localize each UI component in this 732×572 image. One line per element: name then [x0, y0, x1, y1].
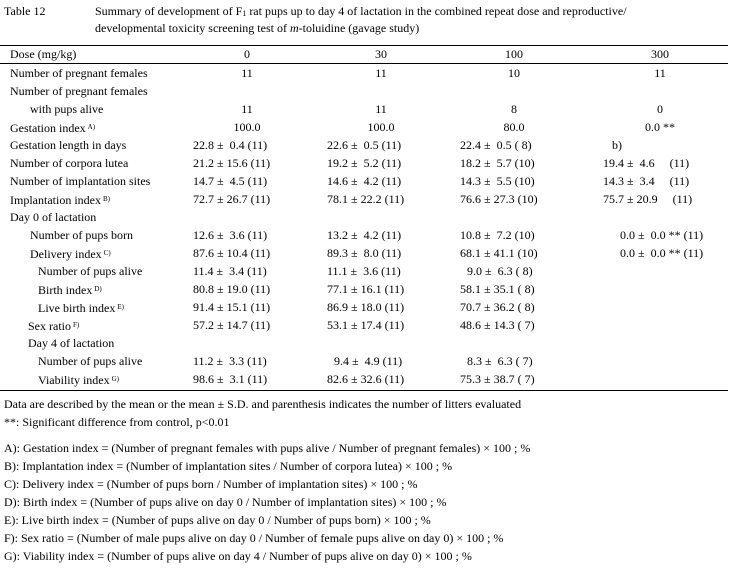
table-cell: 22.4 ± 0.5 ( 8)	[460, 138, 532, 152]
table-label: Table 12	[4, 4, 46, 18]
section-label-day0: Day 0 of lactation	[10, 210, 97, 224]
table-cell: 75.3 ± 38.7 ( 7)	[460, 372, 535, 386]
table-cell: 48.6 ± 14.3 ( 7)	[460, 318, 535, 332]
dose-header-300: 300	[651, 47, 669, 61]
row-label-viability-index: Viability index $^{G)}$	[38, 373, 119, 387]
row-label-delivery-index: Delivery index $^{C)}$	[30, 247, 111, 261]
dose-header-100: 100	[505, 47, 523, 61]
footnote-data-note: Data are described by the mean or the mean ± S.D. and parenthesis indicates the number of litters evaluated	[4, 397, 522, 411]
row-label-pregnant-females: Number of pregnant females	[10, 66, 148, 80]
table-cell: 22.6 ± 0.5 (11)	[327, 138, 402, 152]
header-rule	[0, 63, 728, 64]
table-cell: 98.6 ± 3.1 (11)	[193, 372, 268, 386]
table-cell: 11.4 ± 3.4 (11)	[193, 264, 267, 278]
table-cell: 8	[511, 102, 517, 116]
table-cell: 10.8 ± 7.2 (10)	[460, 228, 535, 242]
table-cell: 89.3 ± 8.0 (11)	[327, 246, 402, 260]
table-cell: 86.9 ± 18.0 (11)	[327, 300, 405, 314]
table-cell: 100.0	[367, 120, 395, 134]
row-label-gestation-index: Gestation index $^{A)}$	[10, 121, 96, 135]
table-cell: 21.2 ± 15.6 (11)	[193, 156, 271, 170]
table-cell: 91.4 ± 15.1 (11)	[193, 300, 271, 314]
table-cell: b)	[612, 138, 622, 152]
table-cell: 80.0	[503, 120, 525, 134]
table-cell: 10	[508, 66, 520, 80]
table-cell: 11	[375, 66, 387, 80]
table-cell: 19.2 ± 5.2 (11)	[327, 156, 402, 170]
table-cell: 0.0 **	[645, 120, 675, 134]
table-cell: 11	[241, 102, 253, 116]
dose-label: Dose (mg/kg)	[10, 47, 77, 61]
row-label-pregnant-with-pups-line2: with pups alive	[30, 102, 104, 116]
table-cell: 87.6 ± 10.4 (11)	[193, 246, 271, 260]
table-cell: 12.6 ± 3.6 (11)	[193, 228, 268, 242]
table-cell: 0.0 ± 0.0 ** (11)	[620, 246, 704, 260]
footnote-a: A): Gestation index = (Number of pregnant females with pups alive / Number of pregnant females) × 100 ; %	[4, 441, 531, 455]
table-caption-line2: developmental toxicity screening test of m-toluidine (gavage study)	[95, 21, 420, 35]
table-cell: 80.8 ± 19.0 (11)	[193, 282, 271, 296]
table-cell: 100.0	[233, 120, 261, 134]
row-label-pups-alive-day4: Number of pups alive	[38, 354, 143, 368]
row-label-gestation-length: Gestation length in days	[10, 138, 127, 152]
row-label-birth-index: Birth index $^{D)}$	[38, 283, 102, 297]
table-cell: 14.3 ± 5.5 (10)	[460, 174, 535, 188]
row-label-pups-alive-day0: Number of pups alive	[38, 264, 143, 278]
table-cell: 0	[657, 102, 663, 116]
footnote-c: C): Delivery index = (Number of pups born / Number of implantation sites) × 100 ; %	[4, 477, 418, 491]
row-label-implantation-index: Implantation index $^{B)}$	[10, 193, 110, 207]
table-cell: 19.4 ± 4.6 (11)	[603, 156, 690, 170]
table-cell: 11	[654, 66, 666, 80]
table-cell: 68.1 ± 41.1 (10)	[460, 246, 538, 260]
table-cell: 72.7 ± 26.7 (11)	[193, 192, 271, 206]
footnote-d: D): Birth index = (Number of pups alive on day 0 / Number of implantation sites) × 100 ; %	[4, 495, 447, 509]
footnote-b: B): Implantation index = (Number of implantation sites / Number of corpora lutea) × 100 ; %	[4, 459, 453, 473]
table-cell: 9.0 ± 6.3 ( 8)	[467, 264, 533, 278]
table-cell: 11.1 ± 3.6 (11)	[327, 264, 401, 278]
row-label-corpora-lutea: Number of corpora lutea	[10, 156, 129, 170]
table-top-rule	[0, 45, 728, 46]
table-cell: 14.3 ± 3.4 (11)	[603, 174, 690, 188]
footnote-e: E): Live birth index = (Number of pups alive on day 0 / Number of pups born) × 100 ; %	[4, 513, 431, 527]
table-bottom-rule	[0, 390, 728, 391]
footnote-significance: **: Significant difference from control, p<0.01	[4, 415, 230, 429]
row-label-live-birth-index: Live birth index $^{E)}$	[38, 301, 124, 315]
row-label-sex-ratio: Sex ratio $^{F)}$	[28, 319, 80, 333]
dose-header-0: 0	[244, 47, 250, 61]
footnote-f: F): Sex ratio = (Number of male pups alive on day 0 / Number of female pups alive on day 0) × 100 ; %	[4, 531, 504, 545]
row-label-pups-born: Number of pups born	[30, 228, 133, 242]
table-cell: 14.6 ± 4.2 (11)	[327, 174, 402, 188]
section-label-day4: Day 4 of lactation	[28, 336, 115, 350]
table-cell: 77.1 ± 16.1 (11)	[327, 282, 405, 296]
table-cell: 75.7 ± 20.9 (11)	[603, 192, 693, 206]
table-cell: 14.7 ± 4.5 (11)	[193, 174, 268, 188]
table-cell: 8.3 ± 6.3 ( 7)	[467, 354, 533, 368]
table-cell: 11.2 ± 3.3 (11)	[193, 354, 267, 368]
dose-header-30: 30	[375, 47, 387, 61]
table-cell: 78.1 ± 22.2 (11)	[327, 192, 405, 206]
table-cell: 57.2 ± 14.7 (11)	[193, 318, 271, 332]
table-cell: 11	[241, 66, 253, 80]
footnote-g: G): Viability index = (Number of pups alive on day 4 / Number of pups alive on day 0) × 100 ; %	[4, 549, 472, 563]
table-cell: 9.4 ± 4.9 (11)	[334, 354, 403, 368]
table-cell: 11	[375, 102, 387, 116]
table-cell: 22.8 ± 0.4 (11)	[193, 138, 268, 152]
table-cell: 76.6 ± 27.3 (10)	[460, 192, 538, 206]
table-cell: 0.0 ± 0.0 ** (11)	[620, 228, 704, 242]
table-cell: 70.7 ± 36.2 ( 8)	[460, 300, 535, 314]
table-cell: 58.1 ± 35.1 ( 8)	[460, 282, 535, 296]
table-cell: 13.2 ± 4.2 (11)	[327, 228, 402, 242]
row-label-implantation-sites: Number of implantation sites	[10, 174, 151, 188]
table-caption-line1: Summary of development of F1 rat pups up to day 4 of lactation in the combined repeat dose and reproductive/	[95, 4, 627, 18]
table-cell: 82.6 ± 32.6 (11)	[327, 372, 405, 386]
table-cell: 53.1 ± 17.4 (11)	[327, 318, 405, 332]
table-cell: 18.2 ± 5.7 (10)	[460, 156, 535, 170]
row-label-pregnant-with-pups-line1: Number of pregnant females	[10, 84, 148, 98]
